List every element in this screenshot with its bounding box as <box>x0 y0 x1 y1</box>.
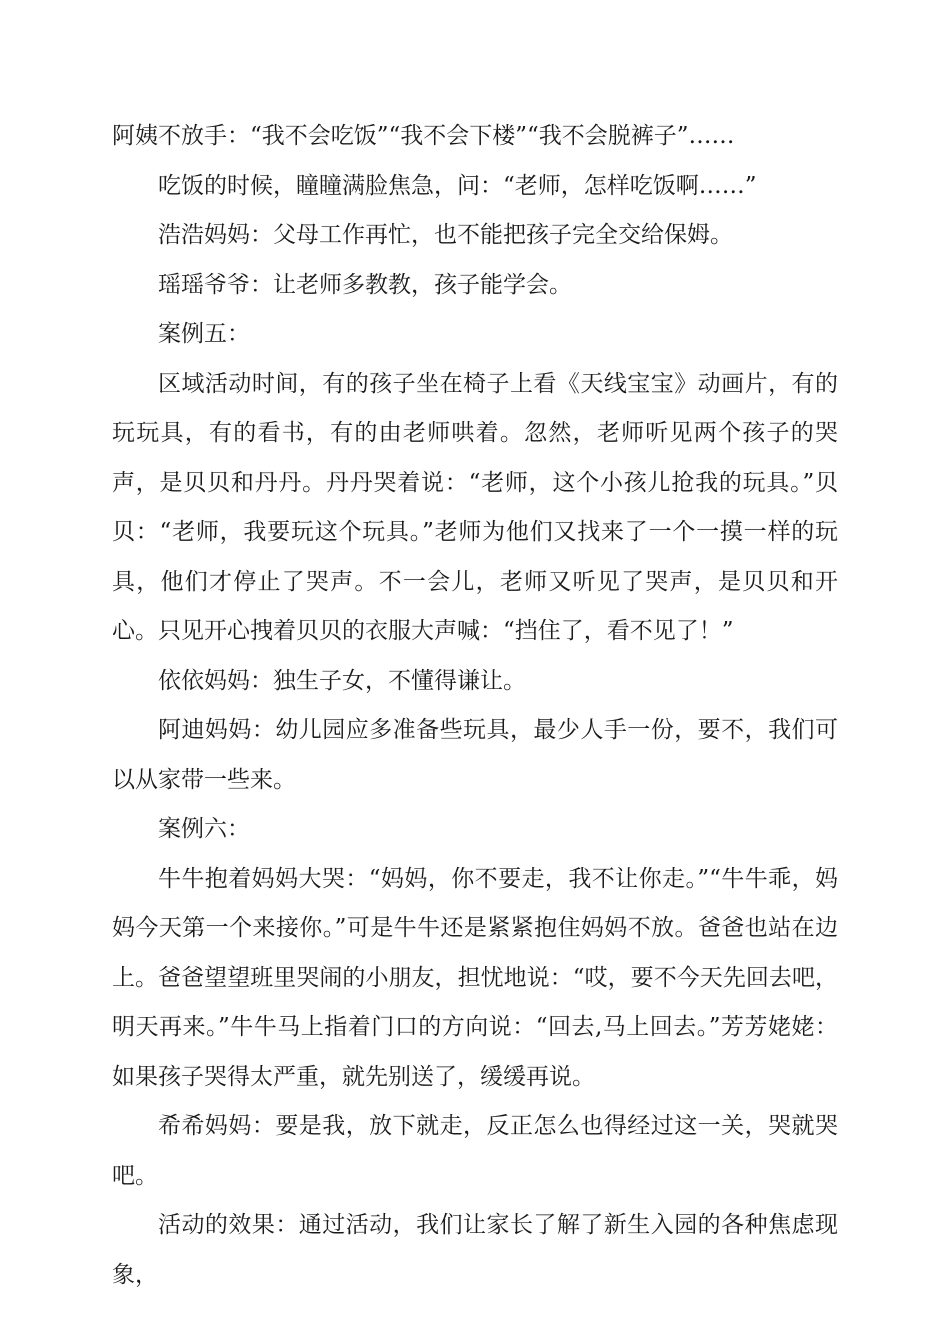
paragraph-continued-quote: 阿姨不放手：“我不会吃饭”“我不会下楼”“我不会脱裤子”…… <box>112 123 735 149</box>
paragraph-case-six-heading: 案例六： <box>158 816 250 842</box>
paragraph-adi-mom: 阿迪妈妈：幼儿园应多准备些玩具，最少人手一份，要不，我们可以从家带一些来。 <box>112 717 838 793</box>
paragraph-case-five-body: 区域活动时间，有的孩子坐在椅子上看《天线宝宝》动画片，有的玩玩具，有的看书，有的由老师哄着。忽然，老师听见两个孩子的哭声，是贝贝和丹丹。丹丹哭着说：“老师，这个小孩儿抢我的玩具。”贝贝：“老师，我要玩这个玩具。”老师为他们又找来了一个一摸一样的玩具，他们才停止了哭声。不一会儿，老师又听见了哭声，是贝贝和开心。只见开心拽着贝贝的衣服大声喊：“挡住了，看不见了！” <box>112 370 838 644</box>
paragraph-tongtong: 吃饭的时候，瞳瞳满脸焦急，问：“老师，怎样吃饭啊……” <box>158 172 757 199</box>
paragraph-yiyi-mom: 依依妈妈：独生子女，不懂得谦让。 <box>158 667 526 694</box>
paragraph-yaoyao-grandpa: 瑶瑶爷爷：让老师多教教，孩子能学会。 <box>158 271 572 298</box>
paragraph-xixi-mom: 希希妈妈：要是我，放下就走，反正怎么也得经过这一关，哭就哭吧。 <box>112 1113 838 1189</box>
paragraph-activity-effect: 活动的效果：通过活动，我们让家长了解了新生入园的各种焦虑现象， <box>112 1212 838 1288</box>
paragraph-case-six-body: 牛牛抱着妈妈大哭：“妈妈，你不要走，我不让你走。”“牛牛乖，妈妈今天第一个来接你。”可是牛牛还是紧紧抱住妈妈不放。爸爸也站在边上。爸爸望望班里哭闹的小朋友，担忧地说：“哎，要不今天先回去吧，明天再来。”牛牛马上指着门口的方向说：“回去,马上回去。”芳芳姥姥：如果孩子哭得太严重，就先别送了，缓缓再说。 <box>112 865 838 1090</box>
paragraph-case-five-heading: 案例五： <box>158 321 250 347</box>
paragraph-haohao-mom: 浩浩妈妈：父母工作再忙，也不能把孩子完全交给保姆。 <box>158 222 733 248</box>
document-body <box>112 112 838 1300</box>
